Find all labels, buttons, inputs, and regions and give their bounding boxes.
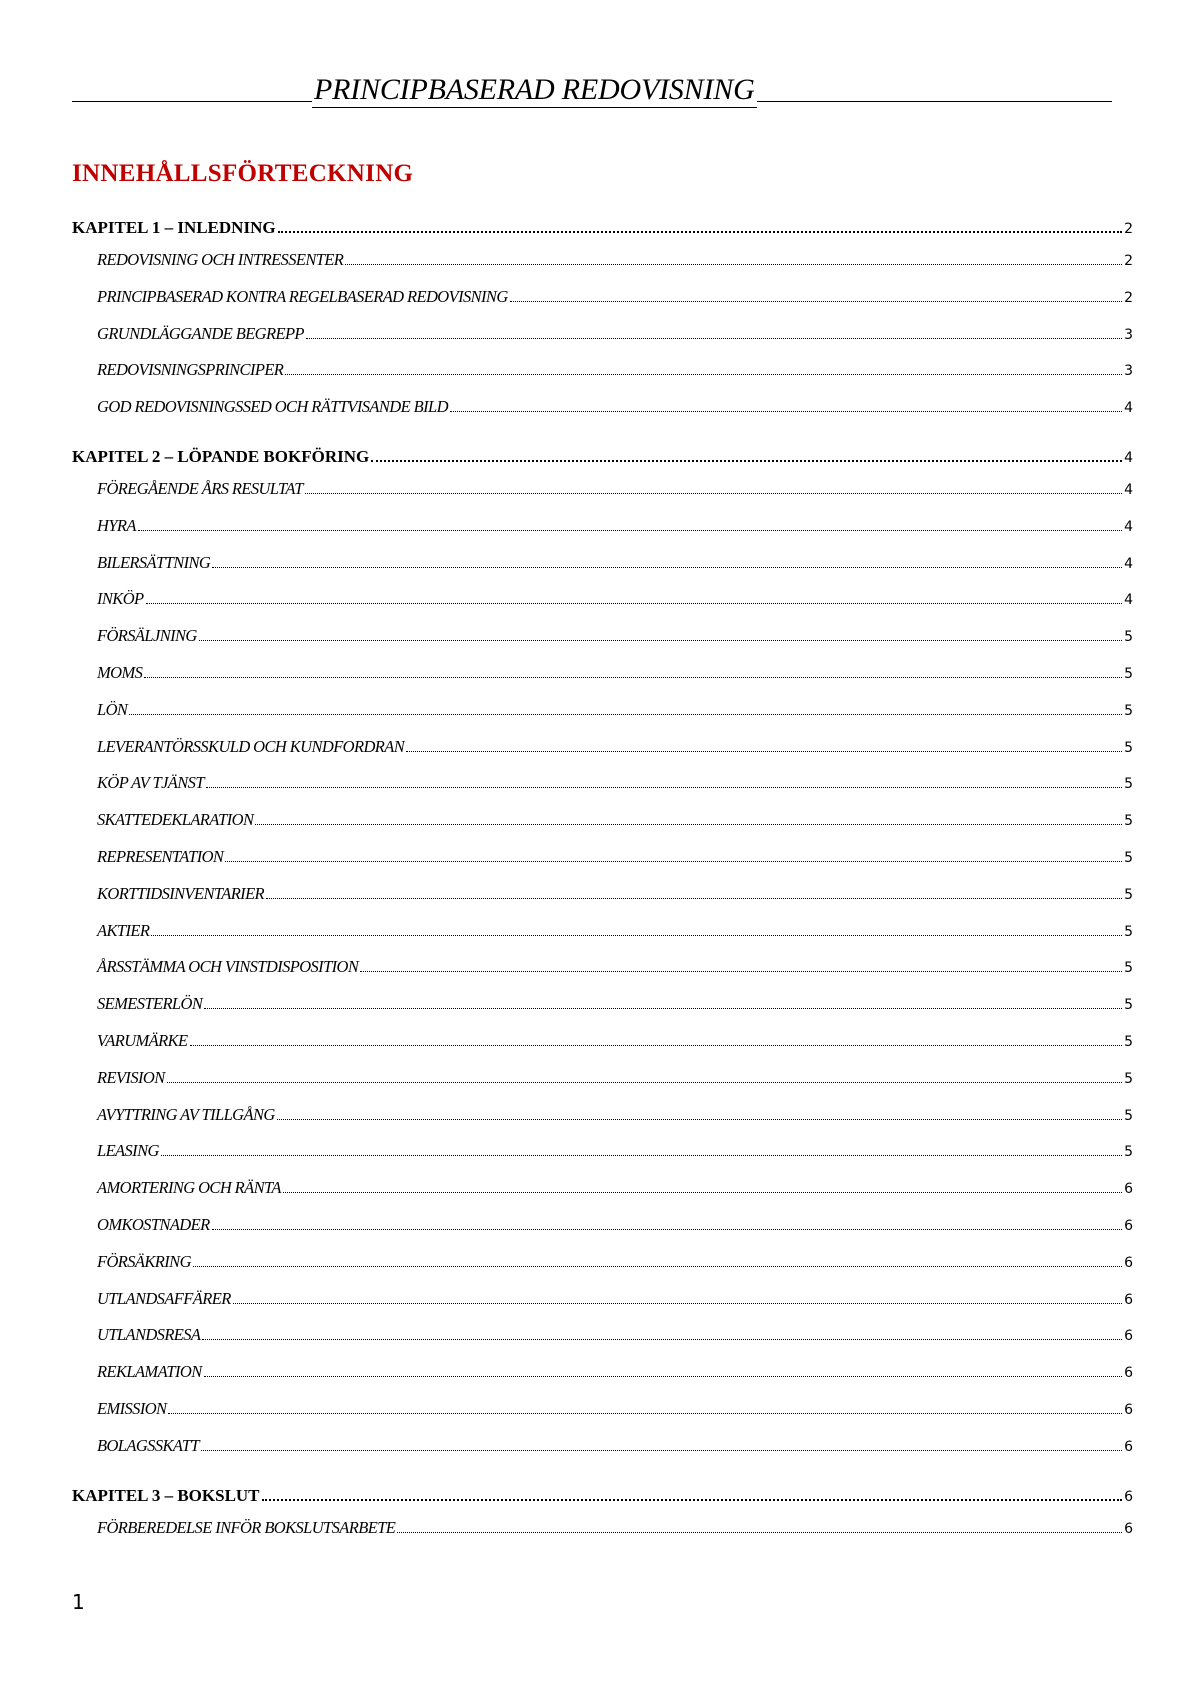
toc-entry-page-number: 4 bbox=[1124, 592, 1133, 609]
toc-entry-label: UTLANDSRESA bbox=[97, 1325, 201, 1345]
toc-entry-page-number: 5 bbox=[1124, 1033, 1133, 1050]
toc-entry-label: LEVERANTÖRSSKULD OCH KUNDFORDRAN bbox=[97, 736, 405, 756]
toc-dot-leader bbox=[168, 1412, 1122, 1414]
toc-section-entry[interactable] bbox=[72, 839, 1133, 876]
toc-entry-page-number: 5 bbox=[1124, 776, 1133, 793]
toc-entry-page-number: 5 bbox=[1124, 997, 1133, 1014]
toc-entry-page-number: 5 bbox=[1124, 702, 1133, 719]
toc-entry-label: REDOVISNINGSPRINCIPER bbox=[97, 360, 284, 380]
toc-section-entry[interactable] bbox=[72, 471, 1133, 508]
toc-section-entry[interactable] bbox=[72, 389, 1133, 426]
toc-section-entry[interactable] bbox=[72, 729, 1133, 766]
toc-entry-label: KAPITEL 3 – BOKSLUT bbox=[72, 1485, 260, 1505]
page-header bbox=[72, 68, 1112, 108]
toc-entry-page-number: 6 bbox=[1124, 1181, 1133, 1198]
toc-dot-leader bbox=[151, 934, 1122, 936]
toc-entry-label: GOD REDOVISNINGSSED OCH RÄTTVISANDE BILD bbox=[97, 397, 448, 417]
toc-dot-leader bbox=[278, 230, 1123, 233]
toc-entry-page-number: 5 bbox=[1124, 629, 1133, 646]
toc-entry-label: KAPITEL 1 – INLEDNING bbox=[72, 218, 276, 237]
toc-section-entry[interactable] bbox=[72, 1170, 1133, 1207]
toc-entry-label: SKATTEDEKLARATION bbox=[97, 810, 254, 830]
toc-section-entry[interactable] bbox=[72, 618, 1133, 655]
toc-dot-leader bbox=[212, 566, 1122, 568]
toc-dot-leader bbox=[138, 529, 1122, 531]
toc-entry-page-number: 6 bbox=[1124, 1328, 1133, 1345]
toc-entry-page-number: 2 bbox=[1124, 221, 1133, 237]
toc-entry-page-number: 5 bbox=[1124, 813, 1133, 830]
toc-heading: INNEHÅLLSFÖRTECKNING bbox=[72, 160, 414, 187]
toc-entry-page-number: 6 bbox=[1124, 1217, 1133, 1234]
toc-entry-label: EMISSION bbox=[97, 1398, 167, 1418]
toc-entry-page-number: 5 bbox=[1124, 1107, 1133, 1124]
toc-dot-leader bbox=[397, 1531, 1122, 1533]
toc-section-entry[interactable] bbox=[72, 1281, 1133, 1318]
toc-section-entry[interactable] bbox=[72, 1354, 1133, 1391]
toc-dot-leader bbox=[212, 1228, 1123, 1230]
toc-section-entry[interactable] bbox=[72, 242, 1133, 279]
toc-dot-leader bbox=[199, 639, 1122, 641]
toc-entry-page-number: 6 bbox=[1124, 1401, 1133, 1418]
document-title: PRINCIPBASERAD REDOVISNING bbox=[314, 73, 755, 106]
header-rule-right bbox=[757, 101, 1112, 102]
toc-section-entry[interactable] bbox=[72, 1317, 1133, 1354]
toc-entry-label: MOMS bbox=[97, 662, 143, 682]
toc-dot-leader bbox=[190, 1044, 1123, 1046]
toc-section-entry[interactable] bbox=[72, 1510, 1133, 1547]
toc-section-entry[interactable] bbox=[72, 949, 1133, 986]
toc-entry-page-number: 6 bbox=[1124, 1365, 1133, 1382]
toc-entry-label: PRINCIPBASERAD KONTRA REGELBASERAD REDOVISNING bbox=[97, 286, 508, 306]
toc-entry-label: ÅRSSTÄMMA OCH VINSTDISPOSITION bbox=[97, 957, 359, 977]
toc-entry-page-number: 5 bbox=[1124, 1070, 1133, 1087]
toc-entry-label: UTLANDSAFFÄRER bbox=[97, 1288, 231, 1308]
toc-entry-label: KAPITEL 2 – LÖPANDE BOKFÖRING bbox=[72, 446, 370, 466]
toc-section-entry[interactable] bbox=[72, 876, 1133, 913]
toc-dot-leader bbox=[204, 1007, 1122, 1009]
page-number: 1 bbox=[72, 1590, 85, 1614]
toc-dot-leader bbox=[167, 1081, 1122, 1083]
toc-entry-label: VARUMÄRKE bbox=[97, 1030, 188, 1050]
toc-entry-label: REDOVISNING OCH INTRESSENTER bbox=[97, 250, 344, 269]
toc-chapter-entry[interactable] bbox=[72, 1485, 1133, 1507]
toc-dot-leader bbox=[146, 602, 1123, 604]
toc-dot-leader bbox=[161, 1154, 1122, 1156]
toc-entry-page-number: 5 bbox=[1124, 739, 1133, 756]
toc-dot-leader bbox=[206, 786, 1122, 788]
toc-entry-label: KORTTIDSINVENTARIER bbox=[97, 883, 265, 903]
toc-entry-page-number: 4 bbox=[1124, 400, 1133, 417]
toc-entry-label: GRUNDLÄGGANDE BEGREPP bbox=[97, 323, 304, 343]
toc-entry-label: INKÖP bbox=[97, 589, 144, 609]
toc-entry-label: AVYTTRING AV TILLGÅNG bbox=[97, 1104, 275, 1124]
toc-entry-label: FÖRBEREDELSE INFÖR BOKSLUTSARBETE bbox=[97, 1517, 396, 1537]
toc-dot-leader bbox=[129, 713, 1122, 715]
toc-entry-page-number: 3 bbox=[1124, 363, 1133, 380]
toc-chapter-entry[interactable] bbox=[72, 217, 1133, 239]
toc-entry-label: HYRA bbox=[97, 515, 136, 535]
toc-entry-label: FÖRSÄLJNING bbox=[97, 626, 197, 646]
toc-section-entry[interactable] bbox=[72, 508, 1133, 545]
toc-section-entry[interactable] bbox=[72, 1207, 1133, 1244]
toc-dot-leader bbox=[285, 373, 1122, 375]
toc-entry-page-number: 4 bbox=[1124, 449, 1133, 466]
toc-entry-page-number: 4 bbox=[1124, 481, 1133, 498]
toc-section-entry[interactable] bbox=[72, 1133, 1133, 1170]
toc-entry-label: BILERSÄTTNING bbox=[97, 552, 211, 572]
toc-dot-leader bbox=[204, 1375, 1122, 1377]
toc-section-entry[interactable] bbox=[72, 913, 1133, 950]
toc-section-entry[interactable] bbox=[72, 692, 1133, 729]
toc-section-entry[interactable] bbox=[72, 1428, 1133, 1465]
toc-section-entry[interactable] bbox=[72, 1023, 1133, 1060]
toc-section-entry[interactable] bbox=[72, 802, 1133, 839]
toc-dot-leader bbox=[345, 263, 1122, 265]
toc-entry-page-number: 5 bbox=[1124, 960, 1133, 977]
toc-entry-label: AMORTERING OCH RÄNTA bbox=[97, 1178, 281, 1198]
toc-dot-leader bbox=[306, 337, 1122, 339]
toc-entry-page-number: 6 bbox=[1124, 1520, 1133, 1537]
toc-dot-leader bbox=[371, 459, 1122, 462]
toc-entry-page-number: 2 bbox=[1124, 289, 1133, 306]
toc-dot-leader bbox=[450, 410, 1122, 412]
toc-entry-page-number: 6 bbox=[1124, 1254, 1133, 1271]
toc-chapter-entry[interactable] bbox=[72, 446, 1133, 468]
table-of-contents bbox=[72, 217, 1133, 1546]
toc-entry-page-number: 6 bbox=[1124, 1488, 1133, 1505]
toc-entry-label: BOLAGSSKATT bbox=[97, 1435, 199, 1455]
toc-entry-label: AKTIER bbox=[97, 920, 150, 940]
toc-entry-page-number: 6 bbox=[1124, 1438, 1133, 1455]
toc-entry-page-number: 6 bbox=[1124, 1291, 1133, 1308]
toc-dot-leader bbox=[202, 1338, 1122, 1340]
toc-dot-leader bbox=[266, 897, 1122, 899]
toc-section-entry[interactable] bbox=[72, 1391, 1133, 1428]
toc-entry-label: KÖP AV TJÄNST bbox=[97, 773, 204, 793]
toc-dot-leader bbox=[510, 300, 1122, 302]
toc-dot-leader bbox=[144, 676, 1122, 678]
toc-entry-label: REVISION bbox=[97, 1067, 165, 1087]
toc-section-entry[interactable] bbox=[72, 1097, 1133, 1134]
toc-entry-label: SEMESTERLÖN bbox=[97, 994, 203, 1014]
toc-dot-leader bbox=[193, 1265, 1122, 1267]
toc-dot-leader bbox=[360, 970, 1122, 972]
toc-section-entry[interactable] bbox=[72, 1244, 1133, 1281]
toc-entry-page-number: 5 bbox=[1124, 886, 1133, 903]
toc-section-entry[interactable] bbox=[72, 545, 1133, 582]
toc-dot-leader bbox=[225, 860, 1122, 862]
toc-section-entry[interactable] bbox=[72, 581, 1133, 618]
toc-dot-leader bbox=[255, 823, 1122, 825]
toc-dot-leader bbox=[283, 1191, 1122, 1193]
toc-section-entry[interactable] bbox=[72, 765, 1133, 802]
toc-entry-page-number: 5 bbox=[1124, 1144, 1133, 1161]
toc-entry-page-number: 2 bbox=[1124, 253, 1133, 269]
toc-section-entry[interactable] bbox=[72, 1060, 1133, 1097]
toc-entry-label: OMKOSTNADER bbox=[97, 1214, 210, 1234]
toc-dot-leader bbox=[233, 1302, 1122, 1304]
toc-entry-label: LÖN bbox=[97, 699, 128, 719]
toc-entry-label: REKLAMATION bbox=[97, 1362, 202, 1382]
toc-dot-leader bbox=[262, 1498, 1123, 1501]
header-rule-left bbox=[72, 101, 312, 102]
toc-section-entry[interactable] bbox=[72, 655, 1133, 692]
toc-entry-page-number: 5 bbox=[1124, 849, 1133, 866]
toc-entry-page-number: 4 bbox=[1124, 518, 1133, 535]
toc-section-entry[interactable] bbox=[72, 352, 1133, 389]
toc-entry-label: LEASING bbox=[97, 1141, 159, 1161]
toc-section-entry[interactable] bbox=[72, 279, 1133, 316]
toc-entry-page-number: 5 bbox=[1124, 923, 1133, 940]
toc-section-entry[interactable] bbox=[72, 986, 1133, 1023]
toc-dot-leader bbox=[277, 1118, 1122, 1120]
toc-entry-label: FÖREGÅENDE ÅRS RESULTAT bbox=[97, 478, 303, 498]
toc-section-entry[interactable] bbox=[72, 316, 1133, 353]
toc-entry-label: FÖRSÄKRING bbox=[97, 1251, 191, 1271]
toc-dot-leader bbox=[305, 492, 1122, 494]
toc-entry-label: REPRESENTATION bbox=[97, 846, 224, 866]
toc-entry-page-number: 4 bbox=[1124, 555, 1133, 572]
toc-entry-page-number: 5 bbox=[1124, 665, 1133, 682]
toc-entry-page-number: 3 bbox=[1124, 326, 1133, 343]
toc-dot-leader bbox=[406, 750, 1122, 752]
toc-dot-leader bbox=[201, 1449, 1122, 1451]
